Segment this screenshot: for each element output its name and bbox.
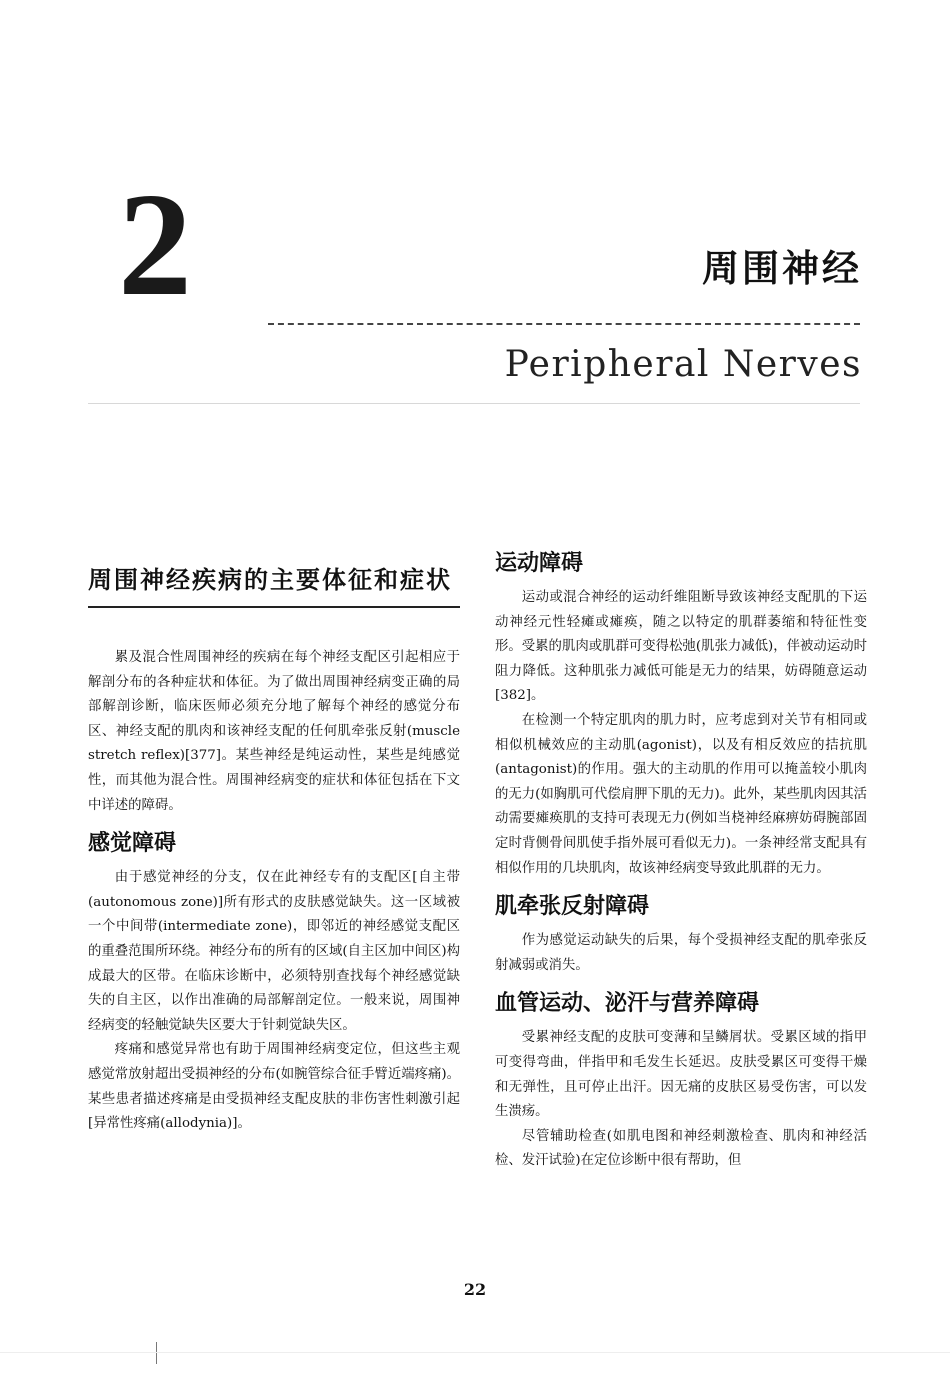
motor-paragraph-1: 运动或混合神经的运动纤维阻断导致该神经支配肌的下运动神经元性轻瘫或瘫痪，随之以特定的肌群萎缩和特征性变形。受累的肌肉或肌群可变得松弛(肌张力减低)，伴被动运动时阻力降低。这种肌张力减低可能是无力的结果，妨碍随意运动[382]。 [495,590,867,704]
vasomotor-heading: 血管运动、泌汗与营养障碍 [495,991,760,1017]
chapter-title-chinese: 周围神经 [702,247,862,290]
title-divider [268,323,860,325]
sensory-heading: 感觉障碍 [88,831,177,857]
reflex-paragraph: 作为感觉运动缺失的后果，每个受损神经支配的肌牵张反射减弱或消失。 [495,933,867,973]
sensory-paragraph-2: 疼痛和感觉异常也有助于周围神经病变定位，但这些主观感觉常放射超出受损神经的分布(如腕管综合征手臂近端疼痛)。某些患者描述疼痛是由受损神经支配皮肤的非伤害性刺激引起[异常性疼痛(allodynia)]。 [88,1042,460,1132]
section-title: 周围神经疾病的主要体征和症状 [88,560,460,608]
left-column [88,560,460,1137]
motor-heading: 运动障碍 [495,551,584,576]
right-column [495,548,867,1174]
chapter-number: 2 [118,163,192,327]
header-rule [88,403,860,404]
scan-mark [156,1342,157,1364]
reflex-heading: 肌牵张反射障碍 [495,894,650,920]
vasomotor-paragraph-1: 受累神经支配的皮肤可变薄和呈鳞屑状。受累区域的指甲可变得弯曲，伴指甲和毛发生长延迟。皮肤受累区可变得干燥和无弹性，且可停止出汗。因无痛的皮肤区易受伤害，可以发生溃疡。 [495,1030,867,1120]
footer-rule [0,1352,950,1353]
chapter-title-english: Peripheral Nerves [504,344,862,385]
motor-paragraph-2: 在检测一个特定肌肉的肌力时，应考虑到对关节有相同或相似机械效应的主动肌(agonist)，以及有相反效应的拮抗肌(antagonist)的作用。强大的主动肌的作用可以掩盖较小肌肉的无力(如胸肌可代偿肩胛下肌的无力)。此外，某些肌肉因其活动需要瘫痪肌的支持可表现无力(例如当桡神经麻痹妨碍腕部固定时背侧骨间肌使手指外展可看似无力)。一条神经常支配具有相似作用的几块肌肉，故该神经病变导致此肌群的无力。 [495,712,867,876]
vasomotor-paragraph-2: 尽管辅助检查(如肌电图和神经刺激检查、肌肉和神经活检、发汗试验)在定位诊断中很有帮助，但 [495,1128,867,1169]
sensory-paragraph-1: 由于感觉神经的分支，仅在此神经专有的支配区[自主带(autonomous zone)]所有形式的皮肤感觉缺失。这一区域被一个中间带(intermediate zone)，即邻近的神经感觉支配区的重叠范围所环绕。神经分布的所有的区域(自主区加中间区)构成最大的区带。在临床诊断中，必须特别查找每个神经感觉缺失的自主区，以作出准确的局部解剖定位。一般来说，周围神经病变的轻触觉缺失区要大于针刺觉缺失区。 [88,870,460,1033]
intro-paragraph: 累及混合性周围神经的疾病在每个神经支配区引起相应于解剖分布的各种症状和体征。为了做出周围神经病变正确的局部解剖诊断，临床医师必须充分地了解每个神经的感觉分布区、神经支配的肌肉和该神经支配的任何肌牵张反射(muscle stretch reflex)[377]。某些神经是纯运动性，某些是纯感觉性，而其他为混合性。周围神经病变的症状和体征包括在下文中详述的障碍。 [88,650,460,813]
page-number: 22 [463,1280,487,1299]
